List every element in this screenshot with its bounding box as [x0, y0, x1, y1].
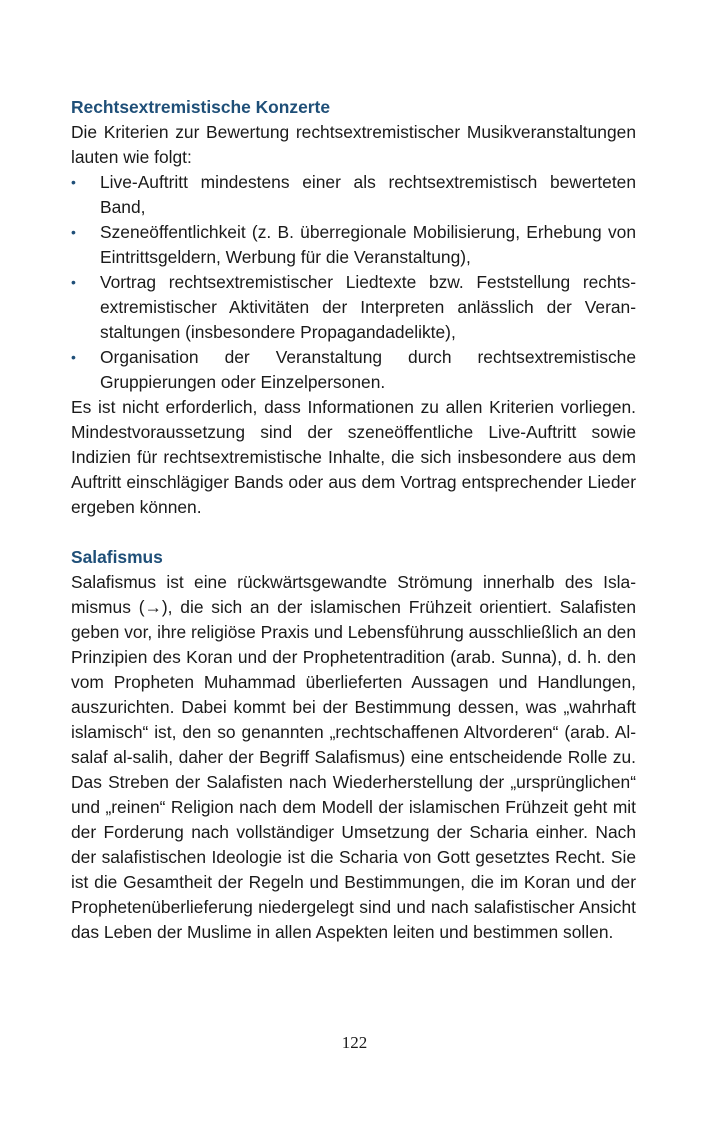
page-number: 122 [341, 1033, 368, 1052]
salafismus-paragraph: Salafismus ist eine rückwärtsgewandte Strömung innerhalb des Islamismus (→), die sich an der islamischen Frühzeit orientiert. Salafisten geben vor, ihre religiöse Praxis und Lebensführung ausschließlich an den Prinzipien des Koran und der Prophetentradition (arab. Sunna), d. h. den vom Propheten Muhammad überlieferten Aussagen und Handlungen, auszurichten. Dabei kommt bei der Bestimmung dessen, was „wahrhaft islamisch“ ist, den so genannten „rechtschaffenen Altvorderen“ (arab. Al-salaf al-salih, daher der Begriff Salafismus) eine entscheidende Rolle zu. Das Streben der Salafisten nach Wiederherstellung der „ursprünglichen“ und „reinen“ Religion nach dem Modell der islamischen Frühzeit geht mit der Forderung nach vollständiger Umsetzung der Scharia einher. Nach der salafistischen Ideologie ist die Scharia von Gott gesetztes Recht. Sie ist die Gesamtheit der Regeln und Bestimmungen, die im Koran und der Prophetenüberlieferung niedergelegt sind und nach salafistischer Ansicht das Leben der Muslime in allen Aspekten leiten und bestimmen sollen. [71, 572, 636, 942]
list-item-text: Vortrag rechtsextremistischer Liedtexte bzw. Feststellung rechtsextremistischer Aktivitäten der Interpreten anlässlich der Veranstaltungen (insbesondere Propagandadelikte), [100, 272, 636, 342]
list-item [71, 345, 636, 395]
list-item-text: Organisation der Veranstaltung durch rechtsextremistische Gruppierungen oder Einzelpersonen. [100, 347, 636, 392]
section-spacer [71, 520, 636, 545]
section-heading-konzerte: Rechtsextremistische Konzerte [71, 97, 331, 117]
list-item [71, 270, 636, 345]
section-heading-salafismus: Salafismus [71, 547, 163, 567]
document-page [71, 95, 636, 945]
criteria-list [71, 170, 636, 395]
intro-paragraph: Die Kriterien zur Bewertung rechtsextremistischer Musikveranstaltungen lauten wie folgt: [71, 122, 636, 167]
bullet-icon: • [71, 349, 76, 365]
list-item-text: Live-Auftritt mindestens einer als rechtsextremistisch bewerteten Band, [100, 172, 636, 217]
bullet-icon: • [71, 174, 76, 190]
closing-paragraph: Es ist nicht erforderlich, dass Informationen zu allen Kriterien vorliegen. Mindestvoraussetzung sind der szeneöffentliche Live-Auftritt sowie Indizien für rechtsextremistische Inhalte, die sich insbesondere aus dem Auftritt einschlägiger Bands oder aus dem Vortrag entsprechender Lieder ergeben können. [71, 397, 636, 517]
bullet-icon: • [71, 274, 76, 290]
list-item-text: Szeneöffentlichkeit (z. B. überregionale Mobilisierung, Erhebung von Eintrittsgeldern, Werbung für die Veranstaltung), [100, 222, 636, 267]
bullet-icon: • [71, 224, 76, 240]
list-item [71, 170, 636, 220]
list-item [71, 220, 636, 270]
